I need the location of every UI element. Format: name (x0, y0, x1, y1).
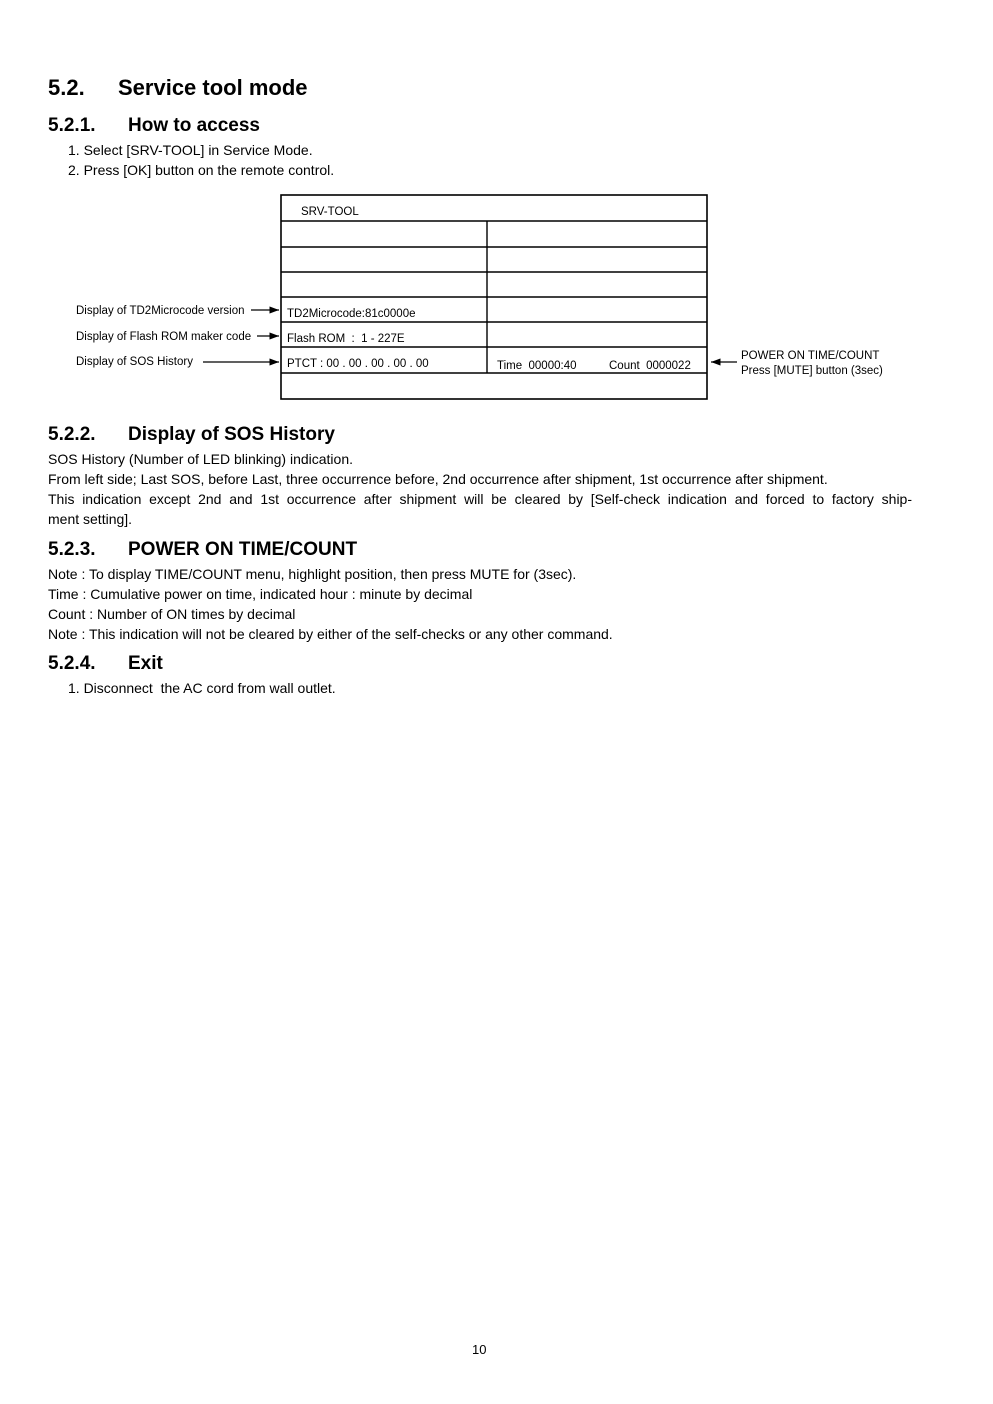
exit-step-1: 1. Disconnect the AC cord from wall outlet. (68, 680, 336, 696)
sos-line-3: This indication except 2nd and 1st occurrence after shipment will be cleared by [Self-check indication and forced to factory ship- (48, 491, 912, 507)
section-title: Service tool mode (118, 75, 308, 100)
label-flash: Display of Flash ROM maker code (76, 331, 252, 343)
screen-title: SRV-TOOL (301, 206, 359, 218)
subsection-heading-sos (48, 424, 335, 446)
power-line-4: Note : This indication will not be cleared by either of the self-checks or any other command. (48, 626, 613, 642)
subsection-number: 5.2.1. (48, 115, 96, 136)
ptct-value: PTCT : 00 . 00 . 00 . 00 . 00 (287, 358, 429, 370)
subsection-title: POWER ON TIME/COUNT (128, 539, 358, 560)
microcode-value: TD2Microcode:81c0000e (287, 308, 416, 320)
label-power-line1: POWER ON TIME/COUNT (741, 350, 880, 362)
srv-tool-diagram (0, 0, 993, 420)
power-line-2: Time : Cumulative power on time, indicated hour : minute by decimal (48, 586, 473, 602)
count-value: Count 0000022 (609, 360, 691, 372)
power-line-3: Count : Number of ON times by decimal (48, 606, 296, 622)
label-power-line2: Press [MUTE] button (3sec) (741, 365, 883, 377)
sos-line-4: ment setting]. (48, 511, 133, 527)
subsection-title: Exit (128, 653, 163, 674)
access-step-1: 1. Select [SRV-TOOL] in Service Mode. (68, 142, 313, 158)
subsection-title: How to access (128, 115, 260, 136)
section-number: 5.2. (48, 75, 85, 100)
time-value: Time 00000:40 (497, 360, 577, 372)
access-step-2: 2. Press [OK] button on the remote control. (68, 162, 335, 178)
subsection-number: 5.2.2. (48, 424, 96, 445)
label-sos: Display of SOS History (76, 356, 193, 368)
page-number: 10 (472, 1342, 487, 1357)
subsection-number: 5.2.4. (48, 653, 96, 674)
subsection-number: 5.2.3. (48, 539, 96, 560)
power-line-1: Note : To display TIME/COUNT menu, highlight position, then press MUTE for (3sec). (48, 566, 577, 582)
sos-line-1: SOS History (Number of LED blinking) indication. (48, 451, 354, 467)
flash-rom-value: Flash ROM : 1 - 227E (287, 333, 405, 345)
subsection-heading-exit (48, 653, 163, 675)
subsection-heading-power (48, 539, 358, 561)
label-microcode: Display of TD2Microcode version (76, 305, 245, 317)
sos-line-2: From left side; Last SOS, before Last, three occurrence before, 2nd occurrence after shipment, 1st occurrence after shipment. (48, 471, 828, 487)
subsection-title: Display of SOS History (128, 424, 335, 445)
